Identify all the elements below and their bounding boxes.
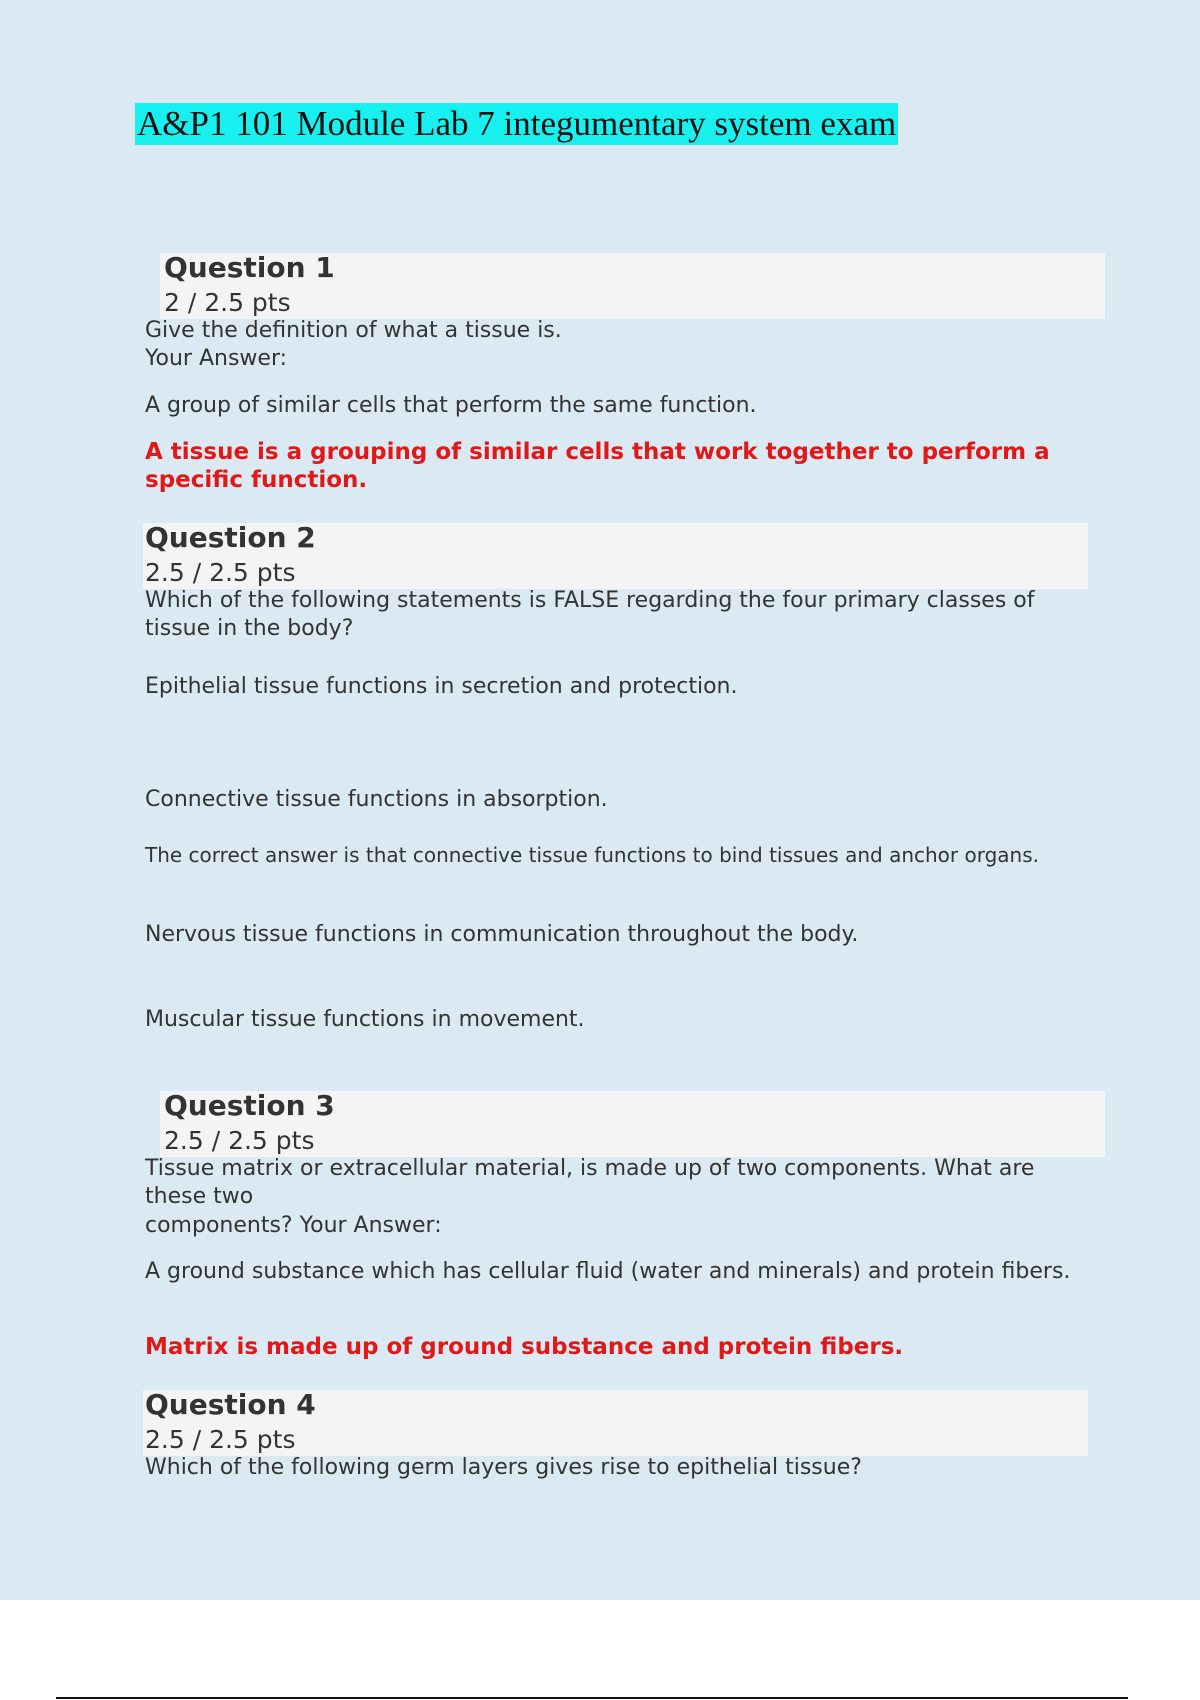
question-2-explanation: The correct answer is that connective tissue functions to bind tissues and anchor organs.	[145, 843, 1040, 867]
question-4-points: 2.5 / 2.5 pts	[145, 1425, 296, 1454]
question-3-points: 2.5 / 2.5 pts	[164, 1126, 315, 1155]
document-title: A&P1 101 Module Lab 7 integumentary system exam	[137, 104, 897, 143]
footer-divider	[56, 1697, 1128, 1699]
question-1-answer: A group of similar cells that perform the same function.	[145, 393, 757, 418]
question-1-correct-answer: A tissue is a grouping of similar cells that work together to perform a specific function.	[145, 439, 1050, 493]
question-2-prompt: Which of the following statements is FALSE regarding the four primary classes of tissue in the body?	[145, 588, 1035, 641]
question-3-title: Question 3	[164, 1089, 335, 1122]
question-3-correct-answer: Matrix is made up of ground substance and protein fibers.	[145, 1334, 904, 1360]
question-2-points: 2.5 / 2.5 pts	[145, 558, 296, 587]
question-1-points: 2 / 2.5 pts	[164, 288, 291, 317]
question-2-option-2: Connective tissue functions in absorption.	[145, 787, 608, 812]
question-3-answer: A ground substance which has cellular fluid (water and minerals) and protein fibers.	[145, 1259, 1071, 1284]
question-3-prompt-line-1: Tissue matrix or extracellular material, is made up of two components. What are these two	[145, 1156, 1035, 1209]
question-4-prompt: Which of the following germ layers gives rise to epithelial tissue?	[145, 1455, 862, 1480]
question-3-prompt-line-2: components? Your Answer:	[145, 1213, 442, 1238]
question-1-answer-label: Your Answer:	[145, 346, 288, 371]
question-2-option-4: Muscular tissue functions in movement.	[145, 1007, 585, 1032]
question-4-title: Question 4	[145, 1388, 316, 1421]
question-1-title: Question 1	[164, 251, 335, 284]
question-2-option-1: Epithelial tissue functions in secretion and protection.	[145, 674, 738, 699]
question-1-prompt: Give the definition of what a tissue is.	[145, 318, 562, 343]
question-2-option-3: Nervous tissue functions in communication throughout the body.	[145, 922, 859, 947]
question-2-title: Question 2	[145, 521, 316, 554]
